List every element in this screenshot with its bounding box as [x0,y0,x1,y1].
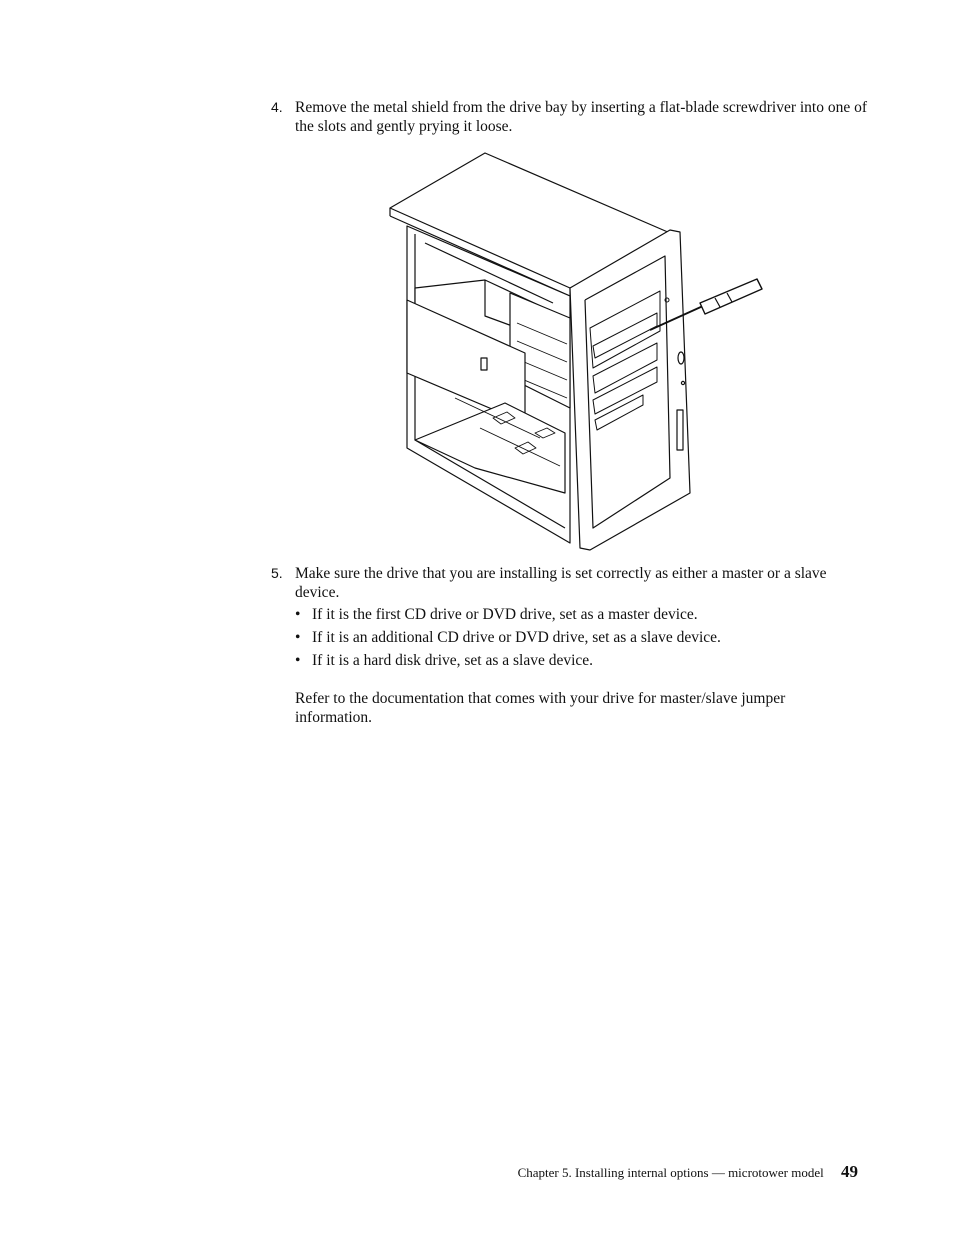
bullet-icon: • [295,652,301,669]
list-item-text: If it is a hard disk drive, set as a slave device. [312,652,594,669]
list-item-text: If it is the first CD drive or DVD drive, set as a master device. [312,606,698,623]
page-footer [518,1162,858,1182]
step-5 [271,564,871,602]
step-text: Remove the metal shield from the drive bay by inserting a flat-blade screwdriver into one of the slots and gently prying it loose. [295,99,868,135]
list-item [295,651,865,670]
step-text: Make sure the drive that you are installing is set correctly as either a master or a slave device. [295,565,827,601]
bullet-icon: • [295,629,301,646]
jumper-reference-note: Refer to the documentation that comes with your drive for master/slave jumper information. [295,690,786,726]
list-item-text: If it is an additional CD drive or DVD drive, set as a slave device. [312,629,721,646]
chapter-title: Chapter 5. Installing internal options — microtower model [517,1165,824,1180]
computer-drive-bay-illustration [385,148,765,554]
step-4 [271,98,871,136]
list-item [295,628,865,647]
step-number: 5. [271,565,283,581]
list-item [295,605,865,624]
bullet-icon: • [295,606,301,623]
page-number: 49 [841,1162,858,1181]
step-number: 4. [271,99,283,115]
step-5-bullet-list [295,605,865,674]
